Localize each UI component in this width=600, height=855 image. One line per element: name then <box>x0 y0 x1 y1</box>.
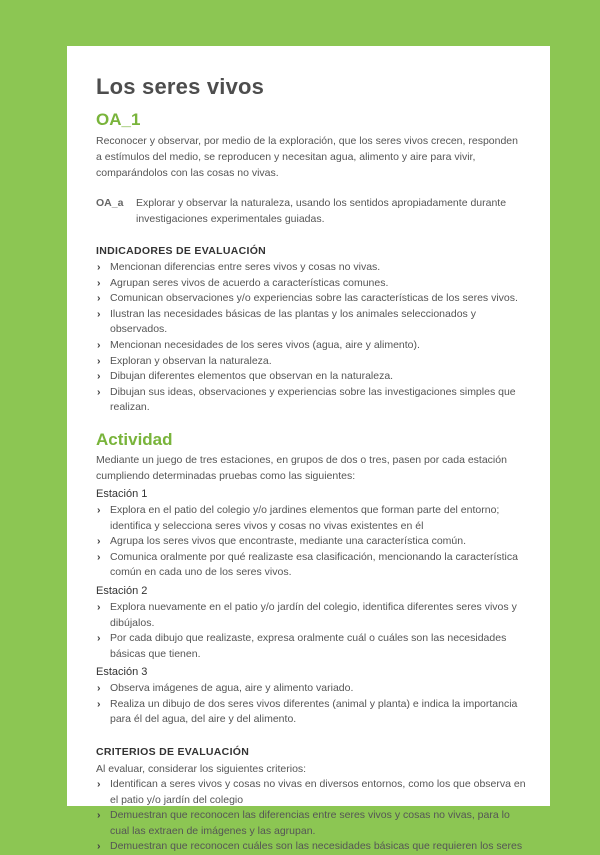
indicators-list <box>96 260 526 416</box>
list-item <box>96 697 526 728</box>
list-item <box>96 600 526 631</box>
chevron-right-icon: › <box>97 697 101 710</box>
chevron-right-icon: › <box>97 338 101 351</box>
list-item <box>96 260 526 276</box>
chevron-right-icon: › <box>97 292 101 305</box>
oa-sub-objective <box>96 195 526 227</box>
chevron-right-icon: › <box>97 682 101 695</box>
chevron-right-icon: › <box>97 778 101 791</box>
list-item-text: Por cada dibujo que realizaste, expresa oralmente cuál o cuáles son las necesidades básicas que tienen. <box>110 632 507 660</box>
list-item-text: Realiza un dibujo de dos seres vivos diferentes (animal y planta) e indica la importancia para él del agua, del aire y del alimento. <box>110 697 518 726</box>
chevron-right-icon: › <box>97 809 101 822</box>
list-item-text: Mencionan diferencias entre seres vivos y cosas no vivas. <box>110 261 381 273</box>
chevron-right-icon: › <box>97 840 101 853</box>
list-item <box>96 385 526 416</box>
indicators-heading: INDICADORES DE EVALUACIÓN <box>96 245 267 257</box>
chevron-right-icon: › <box>97 600 101 613</box>
station-1-list <box>96 503 526 581</box>
station-3-list <box>96 681 526 728</box>
oa-sub-code: OA_a <box>96 197 124 209</box>
page-title: Los seres vivos <box>96 74 265 99</box>
document-page <box>67 46 550 853</box>
document-content <box>96 74 526 855</box>
chevron-right-icon: › <box>97 385 101 398</box>
list-item-text: Ilustran las necesidades básicas de las plantas y los animales seleccionados y observados. <box>110 307 476 336</box>
list-item <box>96 307 526 338</box>
station-3-title: Estación 3 <box>96 666 148 679</box>
list-item <box>96 503 526 534</box>
list-item <box>96 369 526 385</box>
criteria-intro: Al evaluar, considerar los siguientes criterios: <box>96 763 307 776</box>
list-item-text: Demuestran que reconocen cuáles son las necesidades básicas que requieren los seres <box>110 840 523 853</box>
list-item <box>96 291 526 307</box>
chevron-right-icon: › <box>97 261 101 273</box>
chevron-right-icon: › <box>97 276 101 289</box>
oa-description: Reconocer y observar, por medio de la exploración, que los seres vivos crecen, responden a estímulos del medio, se reproducen y necesitan agua, alimento y aire para vivir, comparándolos con las cosas no vivas. <box>96 135 518 179</box>
criteria-heading: CRITERIOS DE EVALUACIÓN <box>96 746 250 759</box>
list-item-text: Dibujan sus ideas, observaciones y experiencias sobre las investigaciones simples que realizan. <box>110 385 516 414</box>
chevron-right-icon: › <box>97 535 101 548</box>
oa-sub-text: Explorar y observar la naturaleza, usando los sentidos apropiadamente durante investigaciones experimentales guiadas. <box>136 197 507 225</box>
chevron-right-icon: › <box>97 550 101 563</box>
station-2-list <box>96 600 526 662</box>
chevron-right-icon: › <box>97 354 101 367</box>
list-item-text: Explora en el patio del colegio y/o jardines elementos que forman parte del entorno; identifica y selecciona seres vivos y cosas no vivas existentes en él <box>110 503 500 532</box>
oa-code: OA_1 <box>96 110 141 129</box>
list-item-text: Explora nuevamente en el patio y/o jardín del colegio, identifica diferentes seres vivos y dibújalos. <box>110 600 517 629</box>
list-item-text: Mencionan necesidades de los seres vivos (agua, aire y alimento). <box>110 338 420 351</box>
chevron-right-icon: › <box>97 370 101 383</box>
list-item <box>96 534 526 550</box>
list-item-text: Identifican a seres vivos y cosas no vivas en diversos entornos, como los que observa en el patio y/o jardín del colegio <box>110 778 526 806</box>
chevron-right-icon: › <box>97 632 101 645</box>
list-item-text: Agrupa los seres vivos que encontraste, mediante una característica común. <box>110 535 467 548</box>
list-item-text: Comunica oralmente por qué realizaste esa clasificación, mencionando la característica común en cada uno de los seres vivos. <box>110 550 518 579</box>
list-item <box>96 338 526 354</box>
list-item <box>96 777 526 808</box>
list-item <box>96 808 526 839</box>
list-item-text: Exploran y observan la naturaleza. <box>110 354 272 367</box>
list-item <box>96 550 526 581</box>
station-2-title: Estación 2 <box>96 584 148 597</box>
list-item-text: Observa imágenes de agua, aire y alimento variado. <box>110 682 354 695</box>
chevron-right-icon: › <box>97 503 101 516</box>
activity-heading: Actividad <box>96 429 173 449</box>
list-item <box>96 839 526 855</box>
list-item <box>96 276 526 292</box>
list-item-text: Dibujan diferentes elementos que observan en la naturaleza. <box>110 370 394 383</box>
chevron-right-icon: › <box>97 307 101 320</box>
activity-intro: Mediante un juego de tres estaciones, en grupos de dos o tres, pasen por cada estación cumpliendo determinadas pruebas como las siguientes: <box>96 453 507 482</box>
list-item <box>96 631 526 662</box>
list-item-text: Agrupan seres vivos de acuerdo a características comunes. <box>110 276 389 289</box>
criteria-list <box>96 777 526 855</box>
list-item <box>96 681 526 697</box>
list-item <box>96 354 526 370</box>
list-item-text: Comunican observaciones y/o experiencias sobre las características de los seres vivos. <box>110 292 518 305</box>
list-item-text: Demuestran que reconocen las diferencias entre seres vivos y cosas no vivas, para lo cual las extraen de imágenes y las agrupan. <box>110 809 510 837</box>
station-1-title: Estación 1 <box>96 487 148 500</box>
